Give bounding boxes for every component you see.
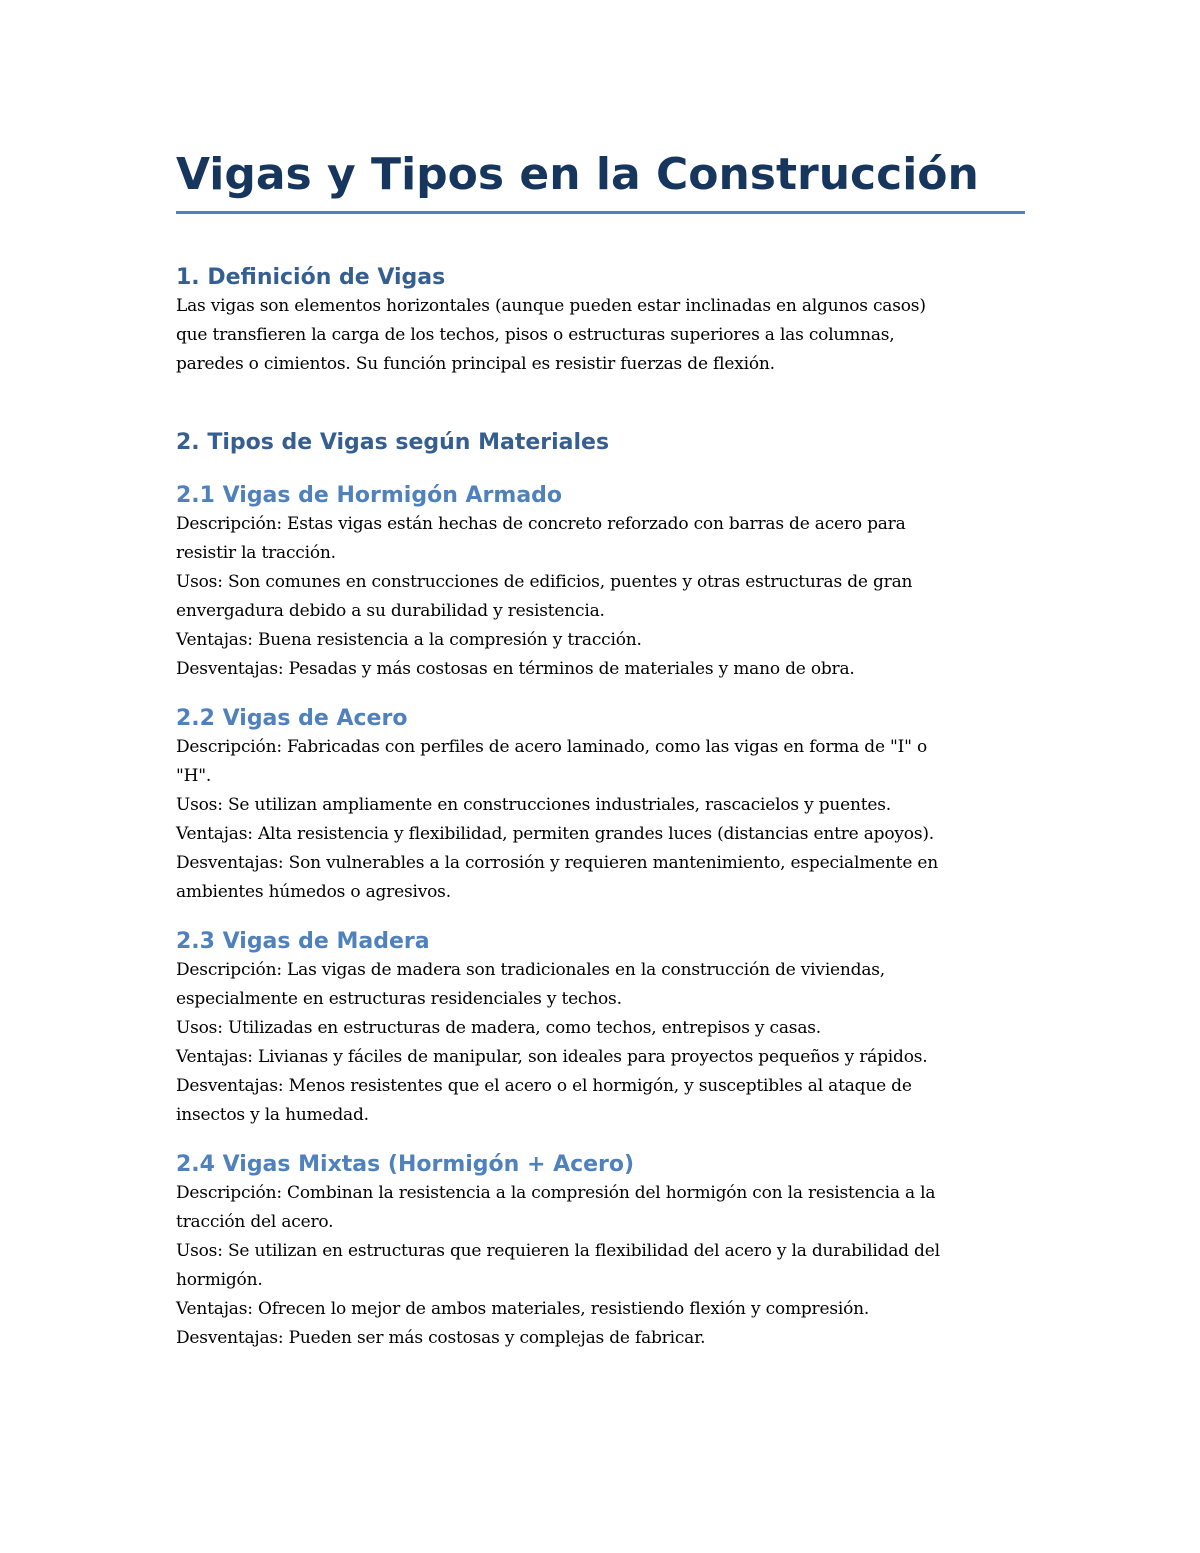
paragraph-line: Descripción: Fabricadas con perfiles de acero laminado, como las vigas en forma de "I" o [176,737,928,757]
section-2-heading: 2. Tipos de Vigas según Materiales [176,430,610,455]
subsection-2-2-paragraph [176,733,1026,907]
paragraph-line: especialmente en estructuras residenciales y techos. [176,989,622,1009]
section-1-heading: 1. Definición de Vigas [176,265,446,290]
title-underline [176,211,1025,214]
document-title: Vigas y Tipos en la Construcción [176,149,979,200]
paragraph-line: resistir la tracción. [176,543,336,563]
paragraph-line: que transfieren la carga de los techos, pisos o estructuras superiores a las columnas, [176,325,895,345]
subsection-2-3-heading: 2.3 Vigas de Madera [176,929,430,954]
paragraph-line: Desventajas: Son vulnerables a la corrosión y requieren mantenimiento, especialmente en [176,853,939,873]
paragraph-line: envergadura debido a su durabilidad y resistencia. [176,601,605,621]
paragraph-line: Usos: Se utilizan ampliamente en construcciones industriales, rascacielos y puentes. [176,795,891,815]
subsection-2-1-heading: 2.1 Vigas de Hormigón Armado [176,483,563,508]
paragraph-line: Usos: Utilizadas en estructuras de madera, como techos, entrepisos y casas. [176,1018,821,1038]
paragraph-line: Ventajas: Alta resistencia y flexibilidad, permiten grandes luces (distancias entre apoyos). [176,824,934,844]
subsection-2-4-paragraph [176,1179,1026,1353]
paragraph-line: insectos y la humedad. [176,1105,369,1125]
paragraph-line: Ventajas: Livianas y fáciles de manipular, son ideales para proyectos pequeños y rápidos. [176,1047,928,1067]
subsection-2-4-heading: 2.4 Vigas Mixtas (Hormigón + Acero) [176,1152,635,1177]
paragraph-line: Ventajas: Buena resistencia a la compresión y tracción. [176,630,642,650]
paragraph-line: Usos: Se utilizan en estructuras que requieren la flexibilidad del acero y la durabilidad del [176,1241,940,1261]
paragraph-line: Ventajas: Ofrecen lo mejor de ambos materiales, resistiendo flexión y compresión. [176,1299,870,1319]
section-1-paragraph [176,292,1026,379]
paragraph-line: Usos: Son comunes en construcciones de edificios, puentes y otras estructuras de gran [176,572,913,592]
paragraph-line: Descripción: Combinan la resistencia a la compresión del hormigón con la resistencia a la [176,1183,936,1203]
paragraph-line: Las vigas son elementos horizontales (aunque pueden estar inclinadas en algunos casos) [176,296,926,316]
paragraph-line: ambientes húmedos o agresivos. [176,882,451,902]
paragraph-line: Desventajas: Pesadas y más costosas en términos de materiales y mano de obra. [176,659,855,679]
subsection-2-1-paragraph [176,510,1026,684]
paragraph-line: hormigón. [176,1270,263,1290]
paragraph-line: Descripción: Las vigas de madera son tradicionales en la construcción de viviendas, [176,960,886,980]
subsection-2-3-paragraph [176,956,1026,1130]
subsection-2-2-heading: 2.2 Vigas de Acero [176,706,408,731]
paragraph-line: Descripción: Estas vigas están hechas de concreto reforzado con barras de acero para [176,514,906,534]
paragraph-line: Desventajas: Menos resistentes que el acero o el hormigón, y susceptibles al ataque de [176,1076,912,1096]
paragraph-line: paredes o cimientos. Su función principal es resistir fuerzas de flexión. [176,354,775,374]
paragraph-line: "H". [176,766,212,786]
paragraph-line: tracción del acero. [176,1212,334,1232]
paragraph-line: Desventajas: Pueden ser más costosas y complejas de fabricar. [176,1328,706,1348]
document-page [176,140,1026,1353]
